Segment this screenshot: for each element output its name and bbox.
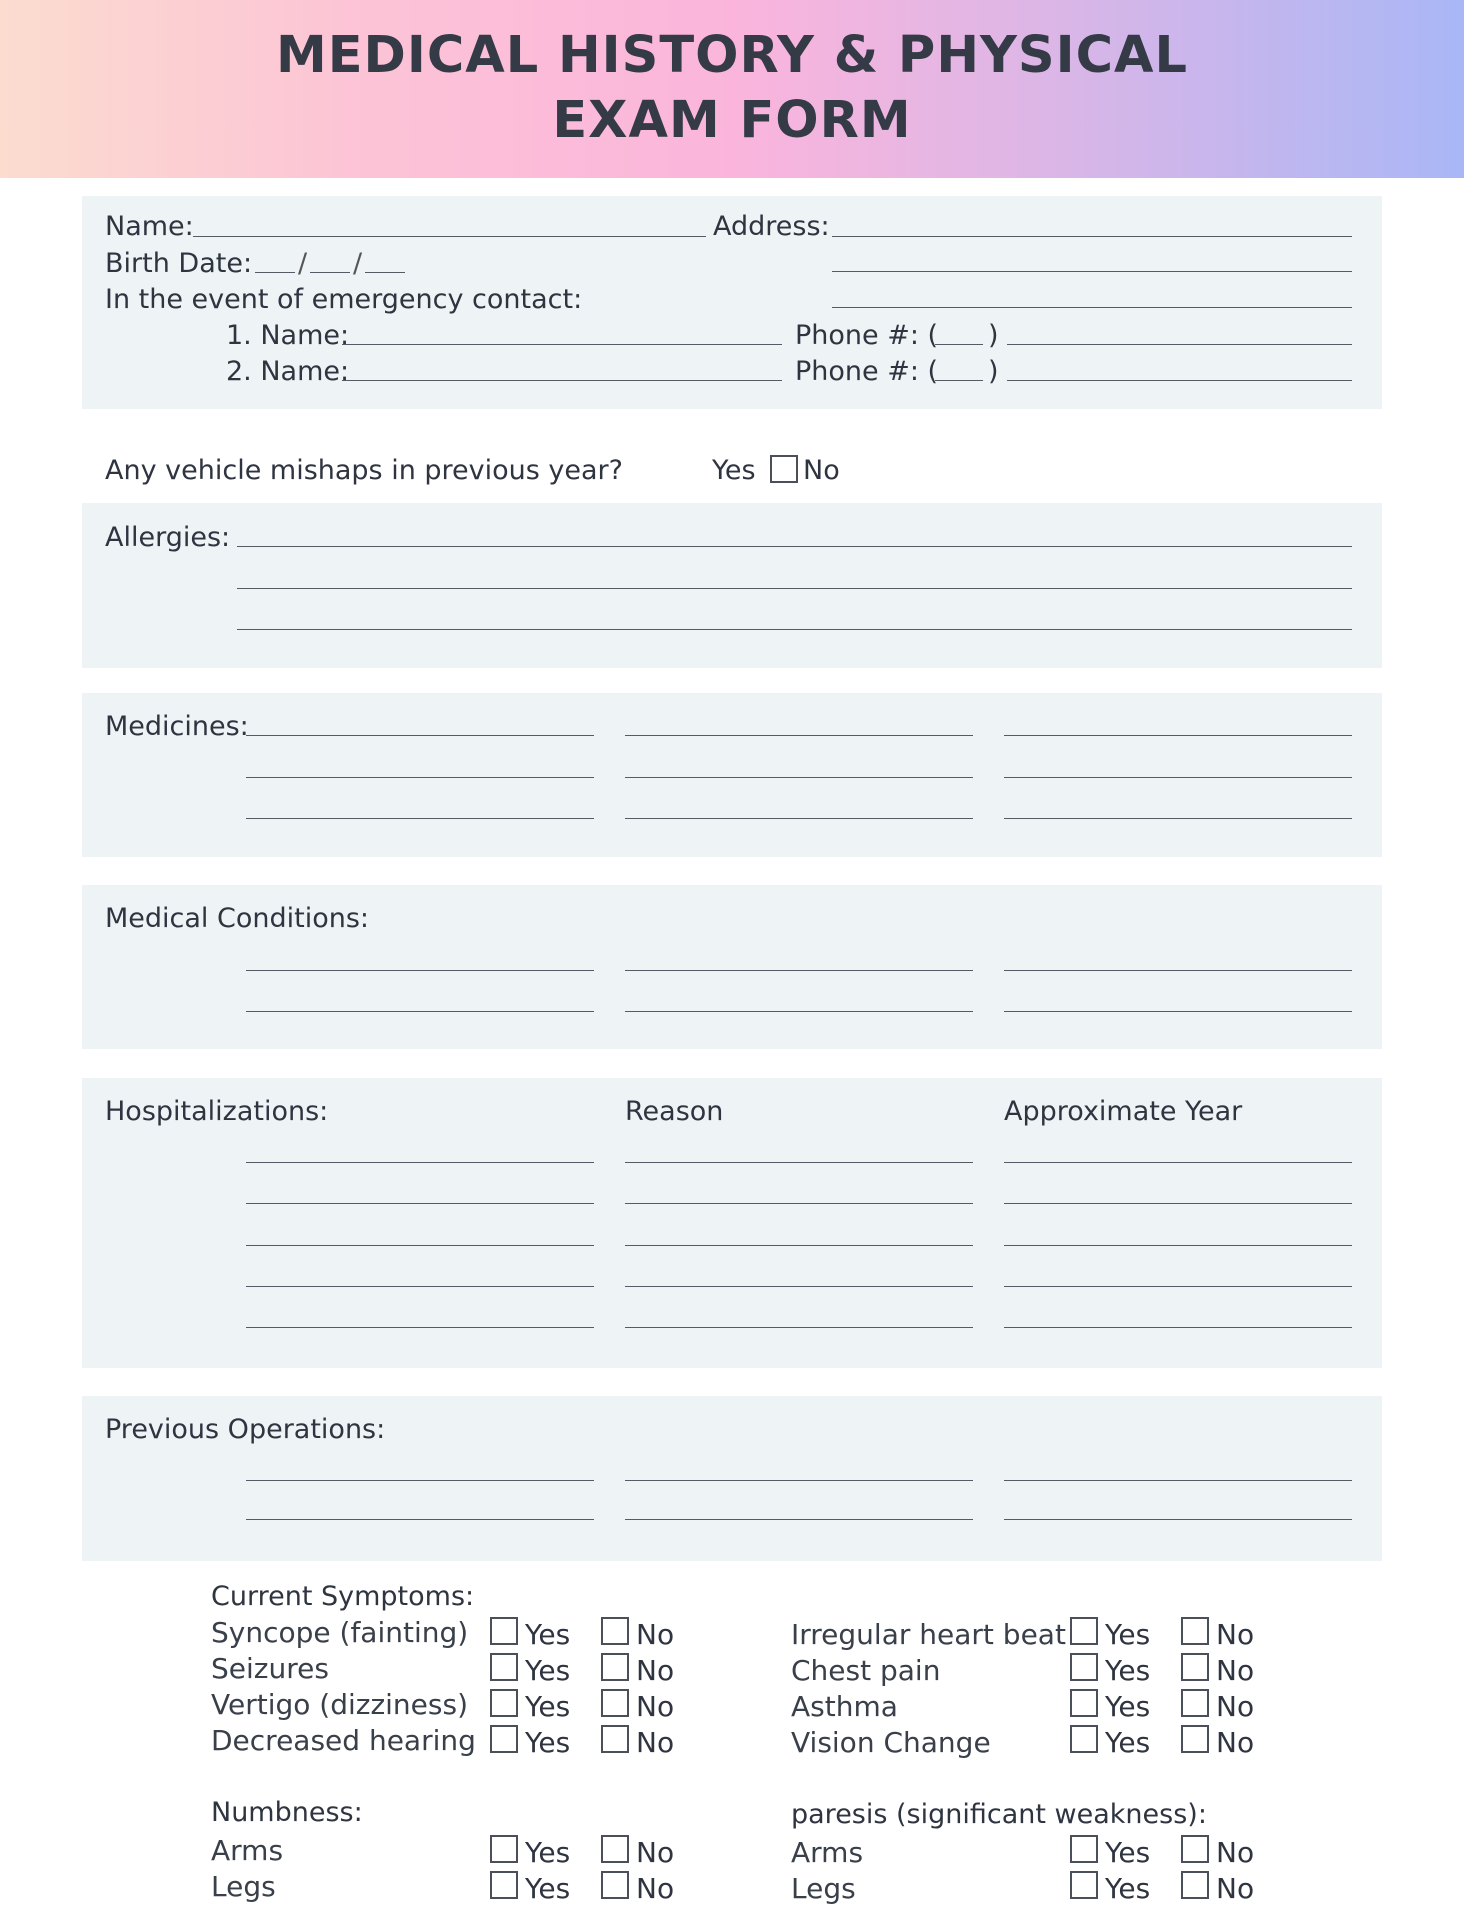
year-field[interactable]: [1004, 1327, 1352, 1328]
allergies-field-line1[interactable]: [237, 546, 1352, 547]
symptom-label: Decreased hearing: [211, 1724, 476, 1757]
header-banner: [0, 0, 1464, 178]
medicines-field[interactable]: [625, 818, 973, 819]
form-title-line2: EXAM FORM: [552, 91, 912, 150]
medicines-field[interactable]: [625, 735, 973, 736]
no-label: No: [636, 1872, 675, 1905]
yes-label: Yes: [525, 1690, 571, 1723]
heartbeat-no-checkbox[interactable]: [1181, 1617, 1209, 1645]
numbness-legs-no-checkbox[interactable]: [601, 1871, 629, 1899]
name-label: Name:: [105, 211, 194, 242]
paresis-legs-no-checkbox[interactable]: [1181, 1871, 1209, 1899]
no-label: No: [1216, 1690, 1255, 1723]
year-field[interactable]: [1004, 1245, 1352, 1246]
medicines-panel: [82, 693, 1382, 857]
contact1-name-label: 1. Name:: [226, 320, 350, 351]
symptom-label: Chest pain: [791, 1654, 941, 1687]
syncope-no-checkbox[interactable]: [601, 1617, 629, 1645]
operations-field[interactable]: [1004, 1519, 1352, 1520]
syncope-yes-checkbox[interactable]: [490, 1617, 518, 1645]
hearing-yes-checkbox[interactable]: [490, 1725, 518, 1753]
vertigo-no-checkbox[interactable]: [601, 1689, 629, 1717]
numbness-item-label: Legs: [211, 1870, 276, 1903]
allergies-field-line3[interactable]: [237, 629, 1352, 630]
symptom-label: Syncope (fainting): [211, 1616, 469, 1649]
numbness-item-label: Arms: [211, 1834, 284, 1867]
contact1-area-code-field[interactable]: [935, 344, 983, 345]
yes-label: Yes: [1105, 1836, 1151, 1869]
reason-field[interactable]: [625, 1245, 973, 1246]
chest-pain-yes-checkbox[interactable]: [1070, 1653, 1098, 1681]
yes-label: Yes: [1105, 1726, 1151, 1759]
date-separator: /: [298, 248, 308, 279]
symptom-label: Vision Change: [791, 1726, 991, 1759]
date-separator: /: [353, 248, 363, 279]
asthma-no-checkbox[interactable]: [1181, 1689, 1209, 1717]
symptom-label: Irregular heart beat: [791, 1618, 1066, 1651]
year-field[interactable]: [1004, 1203, 1352, 1204]
operations-field[interactable]: [246, 1519, 594, 1520]
no-label: No: [1216, 1654, 1255, 1687]
birth-month-field[interactable]: [255, 272, 295, 273]
paresis-item-label: Arms: [791, 1836, 864, 1869]
phone-close-paren: ): [988, 320, 999, 351]
hospitalization-field[interactable]: [246, 1245, 594, 1246]
reason-column-label: Reason: [625, 1096, 724, 1127]
hospitalization-field[interactable]: [246, 1286, 594, 1287]
paresis-arms-yes-checkbox[interactable]: [1070, 1835, 1098, 1863]
yes-label: Yes: [525, 1836, 571, 1869]
yes-label: Yes: [1105, 1654, 1151, 1687]
medicines-field[interactable]: [1004, 777, 1352, 778]
reason-field[interactable]: [625, 1286, 973, 1287]
medicines-field[interactable]: [246, 777, 594, 778]
symptom-label: Vertigo (dizziness): [211, 1688, 469, 1721]
vehicle-yes-label: Yes: [712, 455, 756, 486]
paresis-item-label: Legs: [791, 1872, 856, 1905]
conditions-field[interactable]: [1004, 1011, 1352, 1012]
address-label: Address:: [713, 211, 830, 242]
birth-year-field[interactable]: [365, 272, 405, 273]
seizures-no-checkbox[interactable]: [601, 1653, 629, 1681]
no-label: No: [636, 1654, 675, 1687]
yes-label: Yes: [525, 1726, 571, 1759]
medicines-field[interactable]: [625, 777, 973, 778]
contact2-area-code-field[interactable]: [935, 380, 983, 381]
operations-field[interactable]: [625, 1519, 973, 1520]
operations-field[interactable]: [246, 1480, 594, 1481]
conditions-label: Medical Conditions:: [105, 903, 370, 934]
numbness-arms-yes-checkbox[interactable]: [490, 1835, 518, 1863]
operations-field[interactable]: [625, 1480, 973, 1481]
numbness-heading: Numbness:: [211, 1797, 363, 1828]
conditions-field[interactable]: [625, 1011, 973, 1012]
numbness-arms-no-checkbox[interactable]: [601, 1835, 629, 1863]
vision-yes-checkbox[interactable]: [1070, 1725, 1098, 1753]
hearing-no-checkbox[interactable]: [601, 1725, 629, 1753]
address-field-line2[interactable]: [832, 271, 1352, 272]
no-label: No: [1216, 1872, 1255, 1905]
no-label: No: [636, 1618, 675, 1651]
symptom-label: Seizures: [211, 1652, 329, 1685]
contact1-name-field[interactable]: [342, 344, 782, 345]
hospitalization-field[interactable]: [246, 1327, 594, 1328]
address-field-line3[interactable]: [832, 307, 1352, 308]
contact1-phone-label: Phone #: (: [795, 320, 939, 351]
vehicle-question: Any vehicle mishaps in previous year?: [105, 455, 623, 486]
reason-field[interactable]: [625, 1203, 973, 1204]
allergies-panel: [82, 503, 1382, 668]
contact2-phone-field[interactable]: [1007, 380, 1352, 381]
vertigo-yes-checkbox[interactable]: [490, 1689, 518, 1717]
no-label: No: [1216, 1726, 1255, 1759]
form-title-line1: MEDICAL HISTORY & PHYSICAL: [275, 26, 1189, 85]
paresis-legs-yes-checkbox[interactable]: [1070, 1871, 1098, 1899]
medicines-field[interactable]: [246, 818, 594, 819]
name-field[interactable]: [193, 236, 706, 237]
hospitalization-field[interactable]: [246, 1203, 594, 1204]
yes-label: Yes: [525, 1654, 571, 1687]
medicines-label: Medicines:: [105, 711, 249, 742]
allergies-field-line2[interactable]: [237, 588, 1352, 589]
contact2-name-field[interactable]: [342, 380, 782, 381]
operations-label: Previous Operations:: [105, 1414, 386, 1445]
reason-field[interactable]: [625, 1162, 973, 1163]
vehicle-no-label: No: [803, 455, 840, 486]
numbness-legs-yes-checkbox[interactable]: [490, 1871, 518, 1899]
conditions-field[interactable]: [246, 970, 594, 971]
vehicle-checkbox[interactable]: [770, 455, 798, 483]
approx-year-column-label: Approximate Year: [1004, 1096, 1243, 1127]
asthma-yes-checkbox[interactable]: [1070, 1689, 1098, 1717]
hospitalization-field[interactable]: [246, 1162, 594, 1163]
contact2-phone-label: Phone #: (: [795, 356, 939, 387]
no-label: No: [636, 1690, 675, 1723]
reason-field[interactable]: [625, 1327, 973, 1328]
medicines-field[interactable]: [1004, 735, 1352, 736]
medicines-field[interactable]: [246, 735, 594, 736]
contact2-name-label: 2. Name:: [226, 356, 350, 387]
heartbeat-yes-checkbox[interactable]: [1070, 1617, 1098, 1645]
phone-close-paren: ): [988, 356, 999, 387]
medicines-field[interactable]: [1004, 818, 1352, 819]
year-field[interactable]: [1004, 1162, 1352, 1163]
paresis-heading: paresis (significant weakness):: [791, 1799, 1207, 1830]
yes-label: Yes: [525, 1618, 571, 1651]
year-field[interactable]: [1004, 1286, 1352, 1287]
conditions-field[interactable]: [1004, 970, 1352, 971]
conditions-field[interactable]: [246, 1011, 594, 1012]
contact1-phone-field[interactable]: [1007, 344, 1352, 345]
no-label: No: [636, 1726, 675, 1759]
operations-field[interactable]: [1004, 1480, 1352, 1481]
allergies-label: Allergies:: [105, 522, 231, 553]
yes-label: Yes: [1105, 1690, 1151, 1723]
symptom-label: Asthma: [791, 1690, 898, 1723]
hospitalizations-label: Hospitalizations:: [105, 1096, 329, 1127]
vision-no-checkbox[interactable]: [1181, 1725, 1209, 1753]
yes-label: Yes: [1105, 1618, 1151, 1651]
seizures-yes-checkbox[interactable]: [490, 1653, 518, 1681]
birth-date-label: Birth Date:: [105, 248, 253, 279]
address-field-line1[interactable]: [832, 236, 1352, 237]
yes-label: Yes: [1105, 1872, 1151, 1905]
no-label: No: [1216, 1836, 1255, 1869]
emergency-contact-label: In the event of emergency contact:: [105, 284, 583, 315]
symptoms-heading: Current Symptoms:: [211, 1581, 475, 1612]
paresis-arms-no-checkbox[interactable]: [1181, 1835, 1209, 1863]
no-label: No: [1216, 1618, 1255, 1651]
yes-label: Yes: [525, 1872, 571, 1905]
chest-pain-no-checkbox[interactable]: [1181, 1653, 1209, 1681]
birth-day-field[interactable]: [310, 272, 350, 273]
conditions-field[interactable]: [625, 970, 973, 971]
no-label: No: [636, 1836, 675, 1869]
